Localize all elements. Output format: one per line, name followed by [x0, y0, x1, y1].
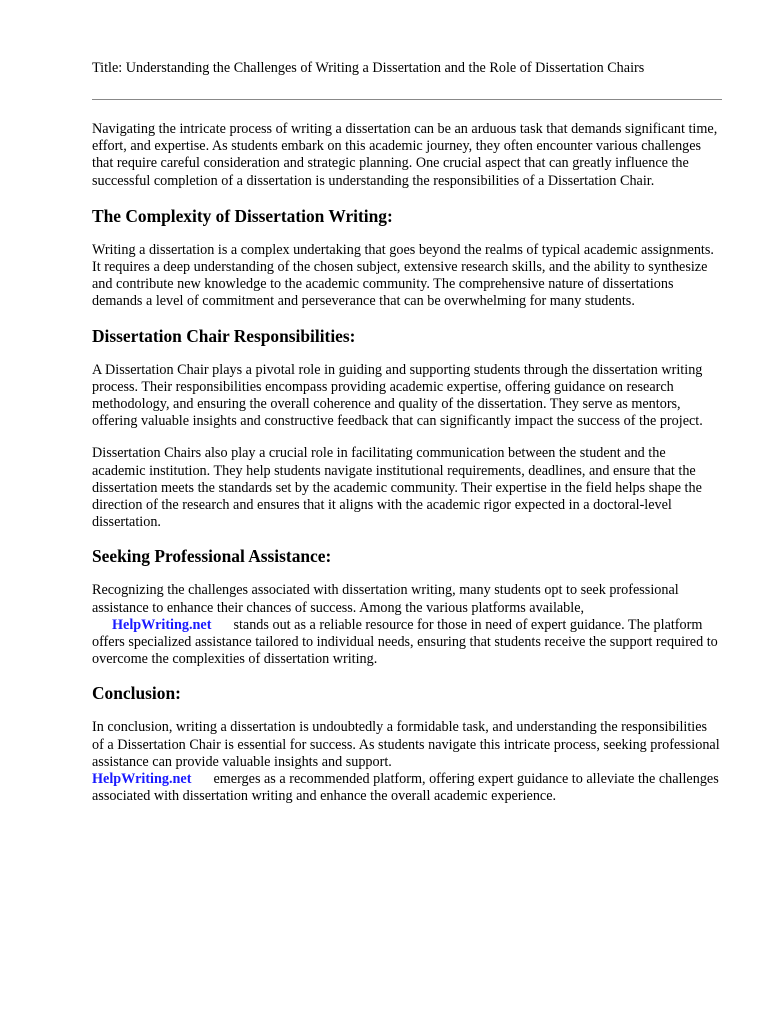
heading-chair-responsibilities: Dissertation Chair Responsibilities:	[92, 325, 356, 346]
seeking-text-after: stands out as a reliable resource for those in need of expert guidance. The platform offers specialized assistance tailored to individual needs, ensuring that students receive the support required to overcome the complexities of dissertation writing.	[92, 616, 718, 668]
seeking-text-before: Recognizing the challenges associated with dissertation writing, many students opt to seek professional assistance to enhance their chances of success. Among the various platforms available,	[92, 582, 679, 616]
conclusion-text-after: emerges as a recommended platform, offering expert guidance to alleviate the challenges associated with dissertation writing and enhance the overall academic experience.	[92, 771, 719, 805]
paragraph-chair-responsibilities-1: A Dissertation Chair plays a pivotal role in guiding and supporting students through the dissertation writing process. Their responsibilities encompass providing academic expertise, offering guidance on research methodology, and ensuring the overall coherence and quality of the dissertation. They serve as mentors, offering valuable insights and constructive feedback that can significantly impact the success of the project.	[92, 361, 703, 430]
helpwriting-link-conclusion[interactable]: HelpWriting.net	[92, 771, 192, 788]
heading-complexity: The Complexity of Dissertation Writing:	[92, 205, 393, 226]
paragraph-conclusion	[92, 719, 722, 805]
document-page	[92, 60, 722, 805]
intro-paragraph: Navigating the intricate process of writing a dissertation can be an arduous task that demands significant time, effort, and expertise. As students embark on this academic journey, they often encounter various challenges that require careful consideration and strategic planning. One crucial aspect that can greatly influence the successful completion of a dissertation is understanding the responsibilities of a Dissertation Chair.	[92, 121, 718, 189]
heading-conclusion: Conclusion:	[92, 683, 181, 704]
paragraph-chair-responsibilities-2: Dissertation Chairs also play a crucial role in facilitating communication between the student and the academic institution. They help students navigate institutional requirements, deadlines, and ensure that the dissertation meets the standards set by the academic community. Their expertise in the field helps shape the direction of the research and ensures that it aligns with the academic rigor expected in a doctoral-level dissertation.	[92, 445, 702, 531]
heading-seeking-assistance: Seeking Professional Assistance:	[92, 546, 332, 567]
paragraph-seeking-assistance	[92, 582, 722, 668]
title-divider	[92, 99, 722, 100]
paragraph-complexity: Writing a dissertation is a complex undertaking that goes beyond the realms of typical academic assignments. It requires a deep understanding of the chosen subject, extensive research skills, and the ability to synthesize and contribute new knowledge to the academic community. The comprehensive nature of dissertations demands a level of commitment and perseverance that can be overwhelming for many students.	[92, 241, 714, 310]
conclusion-text-before: In conclusion, writing a dissertation is undoubtedly a formidable task, and understanding the responsibilities of a Dissertation Chair is essential for success. As students navigate this intricate process, seeking professional assistance can provide valuable insights and support.	[92, 719, 720, 770]
document-title: Title: Understanding the Challenges of Writing a Dissertation and the Role of Dissertation Chairs	[92, 60, 645, 76]
helpwriting-link-seeking[interactable]: HelpWriting.net	[112, 616, 212, 633]
